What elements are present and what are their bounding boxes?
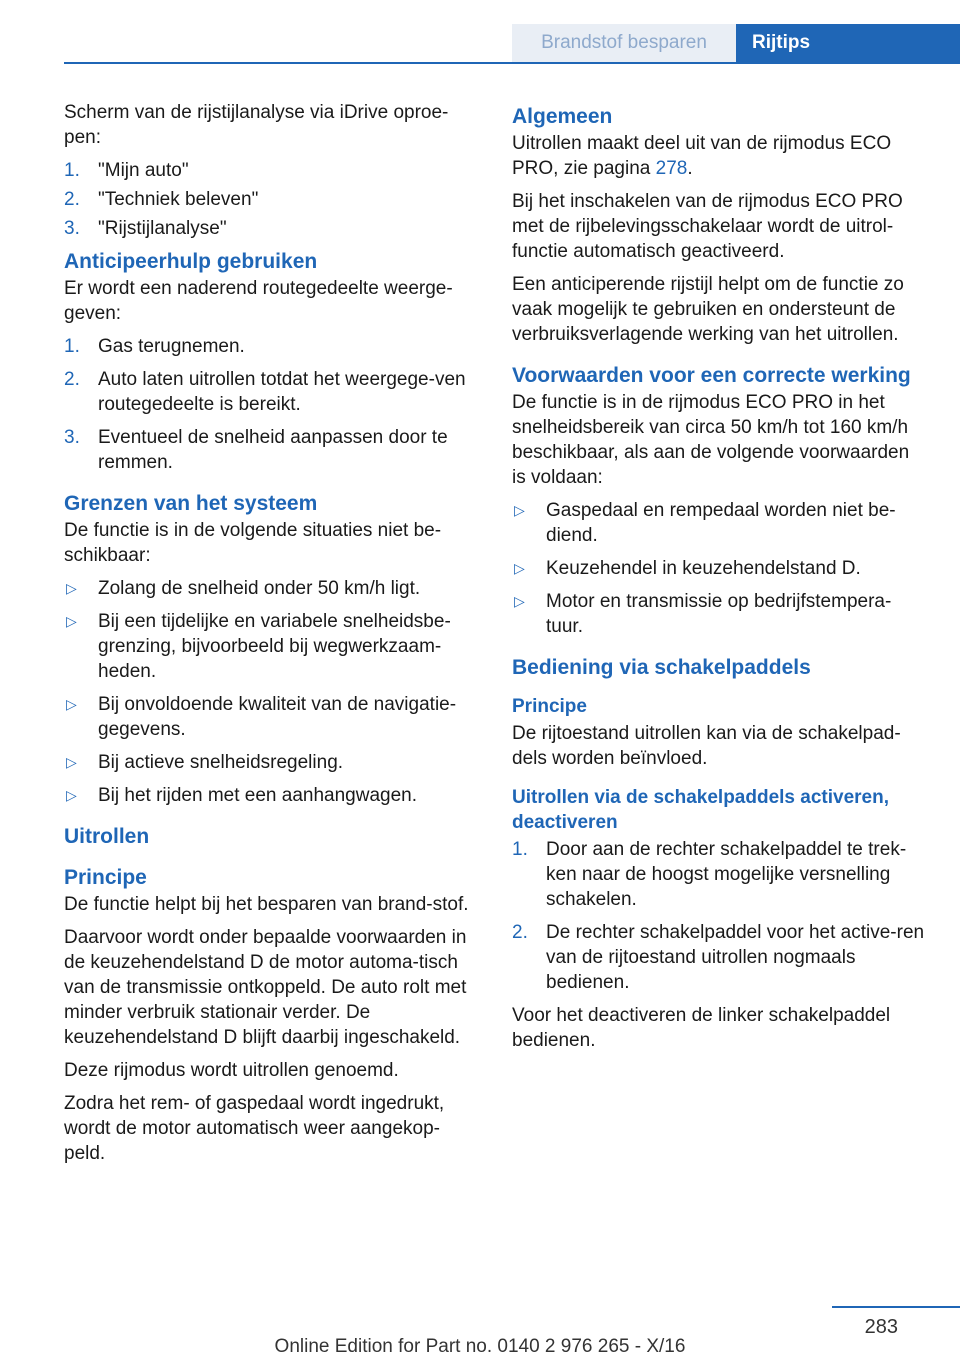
principle-text-2: Daarvoor wordt onder bepaalde voorwaarden in de keuzehendelstand D de motor automa-tisch van de transmissie ontkoppeld. De auto rolt met minder verbruik stationair verder. De keuzehendelstand D blijft daarbij ingeschakeld. <box>64 927 467 1048</box>
list-item: ▷ Keuzehendel in keuzehendelstand D. <box>514 558 861 579</box>
list-item: 3. Eventueel de snelheid aanpassen door te remmen. <box>64 427 448 473</box>
list-item: 2. Auto laten uitrollen totdat het weergege-ven routegedeelte is bereikt. <box>64 369 466 415</box>
list-item: ▷ Zolang de snelheid onder 50 km/h ligt. <box>66 578 421 599</box>
coasting-heading: Uitrollen <box>64 825 150 848</box>
limits-text: De functie is in de volgende situaties niet be-schikbaar: <box>64 520 442 566</box>
footer-edition: Online Edition for Part no. 0140 2 976 265 - X/16 <box>274 1336 686 1357</box>
conditions-list <box>512 498 928 639</box>
general-text-3: Een anticiperende rijstijl helpt om de functie zo vaak mogelijk te gebruiken en ondersteunt de verbruiksverlagende werking van het uitrollen. <box>512 274 904 345</box>
general-text-2: Bij het inschakelen van de rijmodus ECO PRO met de rijbelevingsschakelaar wordt de uitrol-functie automatisch geactiveerd. <box>512 191 903 262</box>
triangle-bullet-icon: ▷ <box>514 502 525 518</box>
deactivate-text: Voor het deactiveren de linker schakelpaddel bedienen. <box>512 1005 891 1051</box>
list-item: 1. Door aan de rechter schakelpaddel te trek-ken naar de hoogst mogelijke versnelling schakelen. <box>512 839 907 910</box>
page-reference-link[interactable]: 278 <box>655 158 688 179</box>
list-item: ▷ Bij onvoldoende kwaliteit van de navigatie-gegevens. <box>66 694 457 740</box>
header-chapter-tab: Rijtips <box>736 24 960 62</box>
anticipation-text: Er wordt een naderend routegedeelte weerge-geven: <box>64 278 453 324</box>
triangle-bullet-icon: ▷ <box>514 593 525 609</box>
triangle-bullet-icon: ▷ <box>66 613 77 629</box>
conditions-heading: Voorwaarden voor een correcte werking <box>512 364 911 387</box>
list-item: 2. De rechter schakelpaddel voor het active-ren van de rijtoestand uitrollen nogmaals bedienen. <box>512 922 925 993</box>
principle-heading: Principe <box>64 866 147 889</box>
list-item: 1. "Mijn auto" <box>64 160 189 181</box>
principle-text-4: Zodra het rem- of gaspedaal wordt ingedrukt, wordt de motor automatisch weer aangekop-peld. <box>64 1093 445 1164</box>
general-text-1: Uitrollen maakt deel uit van de rijmodus ECO PRO, zie pagina 278. <box>512 133 892 179</box>
footer-rule <box>832 1306 960 1308</box>
paddle-heading: Bediening via schakelpaddels <box>512 656 811 679</box>
intro-text: Scherm van de rijstijlanalyse via iDrive oproe-pen: <box>64 102 449 148</box>
page-number: 283 <box>864 1316 898 1338</box>
limits-heading: Grenzen van het systeem <box>64 492 318 515</box>
list-item: 1. Gas terugnemen. <box>64 336 245 357</box>
list-item: ▷ Bij het rijden met een aanhangwagen. <box>66 785 418 806</box>
left-column <box>64 100 480 1174</box>
conditions-text: De functie is in de rijmodus ECO PRO in het snelheidsbereik van circa 50 km/h tot 160 km/h beschikbaar, als aan de volgende voorwaarden is voldaan: <box>512 392 910 488</box>
idrive-steps-list <box>64 158 480 241</box>
triangle-bullet-icon: ▷ <box>66 696 77 712</box>
activate-steps-list <box>512 837 928 995</box>
general-heading: Algemeen <box>512 105 613 128</box>
header-rule <box>64 62 960 64</box>
header-section-tab: Brandstof besparen <box>512 24 736 62</box>
triangle-bullet-icon: ▷ <box>66 754 77 770</box>
principle-text-3: Deze rijmodus wordt uitrollen genoemd. <box>64 1060 399 1081</box>
activate-heading: Uitrollen via de schakelpaddels activeren, deactiveren <box>512 787 889 833</box>
principle-text-1: De functie helpt bij het besparen van brand-stof. <box>64 894 469 915</box>
list-item: ▷ Bij actieve snelheidsregeling. <box>66 752 344 773</box>
list-item: 2. "Techniek beleven" <box>64 189 259 210</box>
triangle-bullet-icon: ▷ <box>514 560 525 576</box>
anticipation-heading: Anticipeerhulp gebruiken <box>64 250 318 273</box>
list-item: ▷ Motor en transmissie op bedrijfstempera-tuur. <box>514 591 892 637</box>
list-item: ▷ Bij een tijdelijke en variabele snelheidsbe-grenzing, bijvoorbeeld bij wegwerkzaam-heden. <box>66 611 451 682</box>
triangle-bullet-icon: ▷ <box>66 787 77 803</box>
list-item: 3. "Rijstijlanalyse" <box>64 218 227 239</box>
paddle-principle-text: De rijtoestand uitrollen kan via de schakelpad-dels worden beïnvloed. <box>512 723 901 769</box>
right-column <box>512 100 928 1061</box>
triangle-bullet-icon: ▷ <box>66 580 77 596</box>
list-item: ▷ Gaspedaal en rempedaal worden niet be-diend. <box>514 500 896 546</box>
limits-list <box>64 576 480 808</box>
paddle-principle-heading: Principe <box>512 696 587 717</box>
anticipation-steps-list <box>64 334 480 475</box>
